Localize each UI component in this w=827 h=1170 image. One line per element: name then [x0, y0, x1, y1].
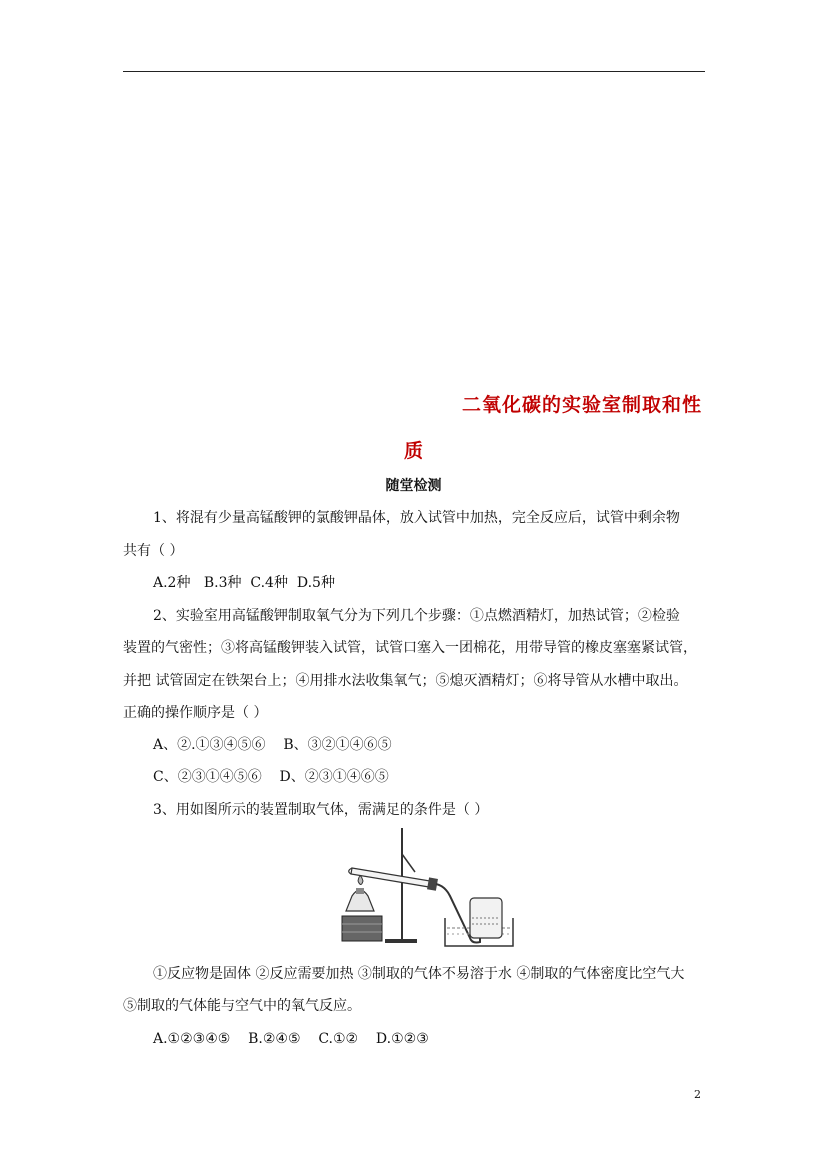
question-1-option-a: A.2种	[153, 575, 191, 591]
question-3-conditions-line-2: ⑤制取的气体能与空气中的氧气反应。	[123, 998, 361, 1014]
collection-bottle	[470, 898, 502, 938]
question-1-text	[123, 502, 705, 535]
question-1-line-1: 1、将混有少量高锰酸钾的氯酸钾晶体，放入试管中加热，完全反应后，试管中剩余物	[153, 510, 680, 526]
question-2-option-d: D、②③①④⑥⑤	[279, 769, 389, 785]
apparatus-figure	[330, 826, 515, 950]
question-3-options	[153, 1023, 429, 1056]
question-1-options	[153, 567, 335, 600]
document-title: 二氧化碳的实验室制取和性	[461, 394, 702, 416]
question-3-conditions-line-1: ①反应物是固体 ②反应需要加热 ③制取的气体不易溶于水 ④制取的气体密度比空气大	[153, 966, 685, 982]
section-heading: 随堂检测	[385, 478, 442, 494]
document-title-continued: 质	[403, 440, 423, 462]
question-3-option-c: C.①②	[318, 1031, 359, 1047]
wooden-block	[342, 916, 382, 941]
question-2-option-c: C、②③①④⑤⑥	[153, 769, 262, 785]
question-2-options-row-2	[153, 761, 389, 794]
question-2-line-2: 装置的气密性；③将高锰酸钾装入试管，试管口塞入一团棉花，用带导管的橡皮塞塞紧试管，	[123, 640, 697, 656]
question-3-option-d: D.①②③	[375, 1031, 429, 1047]
question-3-option-a: A.①②③④⑤	[153, 1031, 231, 1047]
question-2-line-3: 并把 试管固定在铁架台上；④用排水法收集氧气；⑤熄灭酒精灯；⑥将导管从水槽中取出。	[123, 673, 688, 689]
header-rule	[123, 71, 705, 72]
clamp-arm	[402, 854, 415, 872]
iron-stand-base	[385, 939, 417, 943]
alcohol-lamp	[346, 876, 374, 911]
question-1-option-b: B.3种	[203, 575, 242, 591]
question-1-text-continued	[123, 535, 705, 568]
question-2-option-a: A、②.①③④⑤⑥	[153, 737, 266, 753]
question-1-option-d: D.5种	[296, 575, 335, 591]
question-2-options-row-1	[153, 729, 392, 762]
question-1-line-2: 共有（ ）	[123, 543, 184, 559]
question-2-line-4: 正确的操作顺序是（ ）	[123, 705, 268, 721]
question-2-option-b: B、③②①④⑥⑤	[283, 737, 392, 753]
question-1-option-c: C.4种	[250, 575, 288, 591]
question-2-line-1: 2、实验室用高锰酸钾制取氧气分为下列几个步骤：①点燃酒精灯，加热试管；②检验	[153, 608, 680, 624]
page-number: 2	[694, 1088, 701, 1101]
question-3-option-b: B.②④⑤	[248, 1031, 301, 1047]
question-3-line-1: 3、用如图所示的装置制取气体，需满足的条件是（ ）	[153, 802, 489, 818]
